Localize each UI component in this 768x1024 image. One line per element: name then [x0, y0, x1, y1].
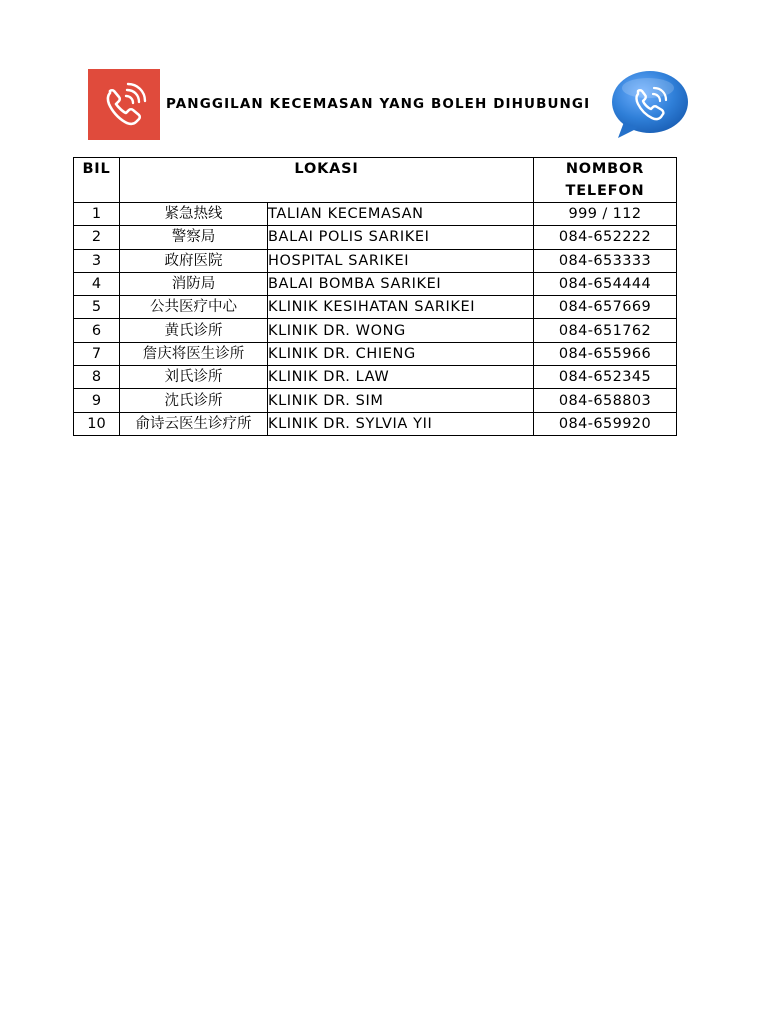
phone-number: 084-653333 — [534, 249, 677, 272]
row-number: 4 — [74, 272, 120, 295]
location-chinese-name: 沈氏诊所 — [120, 389, 268, 412]
column-header-nombor-telefon — [534, 158, 677, 203]
table-row — [74, 366, 677, 389]
table-row — [74, 319, 677, 342]
phone-ringing-icon — [88, 69, 160, 140]
row-number: 9 — [74, 389, 120, 412]
phone-number: 084-659920 — [534, 412, 677, 435]
row-number: 7 — [74, 342, 120, 365]
row-number: 1 — [74, 203, 120, 226]
page-title: PANGGILAN KECEMASAN YANG BOLEH DIHUBUNGI — [166, 96, 591, 112]
location-chinese-name: 詹庆将医生诊所 — [120, 342, 268, 365]
table-row — [74, 389, 677, 412]
location-name: BALAI POLIS SARIKEI — [268, 226, 534, 249]
phone-number: 084-652222 — [534, 226, 677, 249]
location-name: HOSPITAL SARIKEI — [268, 249, 534, 272]
location-chinese-name: 刘氏诊所 — [120, 366, 268, 389]
location-name: TALIAN KECEMASAN — [268, 203, 534, 226]
page-header — [0, 0, 768, 145]
table-header-row — [74, 158, 677, 203]
location-name: BALAI BOMBA SARIKEI — [268, 272, 534, 295]
column-header-bil: BIL — [74, 158, 120, 203]
location-name: KLINIK DR. SYLVIA YII — [268, 412, 534, 435]
row-number: 6 — [74, 319, 120, 342]
phone-number: 084-658803 — [534, 389, 677, 412]
location-chinese-name: 消防局 — [120, 272, 268, 295]
table-row — [74, 203, 677, 226]
location-name: KLINIK DR. CHIENG — [268, 342, 534, 365]
location-name: KLINIK DR. WONG — [268, 319, 534, 342]
row-number: 8 — [74, 366, 120, 389]
table-row — [74, 342, 677, 365]
location-name: KLINIK KESIHATAN SARIKEI — [268, 296, 534, 319]
row-number: 2 — [74, 226, 120, 249]
phone-number: 084-652345 — [534, 366, 677, 389]
row-number: 10 — [74, 412, 120, 435]
location-name: KLINIK DR. SIM — [268, 389, 534, 412]
row-number: 3 — [74, 249, 120, 272]
table-row — [74, 272, 677, 295]
location-chinese-name: 紧急热线 — [120, 203, 268, 226]
table-row — [74, 249, 677, 272]
location-chinese-name: 政府医院 — [120, 249, 268, 272]
phone-number: 084-654444 — [534, 272, 677, 295]
phone-number: 084-655966 — [534, 342, 677, 365]
emergency-contacts-table — [73, 157, 677, 436]
table-row — [74, 412, 677, 435]
phone-number: 084-657669 — [534, 296, 677, 319]
column-header-nombor-line1: NOMBOR — [565, 161, 645, 177]
location-chinese-name: 公共医疗中心 — [120, 296, 268, 319]
phone-number: 084-651762 — [534, 319, 677, 342]
table-row — [74, 296, 677, 319]
phone-chat-bubble-icon — [610, 70, 690, 140]
location-chinese-name: 俞诗云医生诊疗所 — [120, 412, 268, 435]
location-chinese-name: 警察局 — [120, 226, 268, 249]
column-header-nombor-line2: TELEFON — [565, 183, 645, 199]
phone-number: 999 / 112 — [534, 203, 677, 226]
row-number: 5 — [74, 296, 120, 319]
location-name: KLINIK DR. LAW — [268, 366, 534, 389]
location-chinese-name: 黄氏诊所 — [120, 319, 268, 342]
column-header-lokasi: LOKASI — [120, 158, 534, 203]
table-row — [74, 226, 677, 249]
